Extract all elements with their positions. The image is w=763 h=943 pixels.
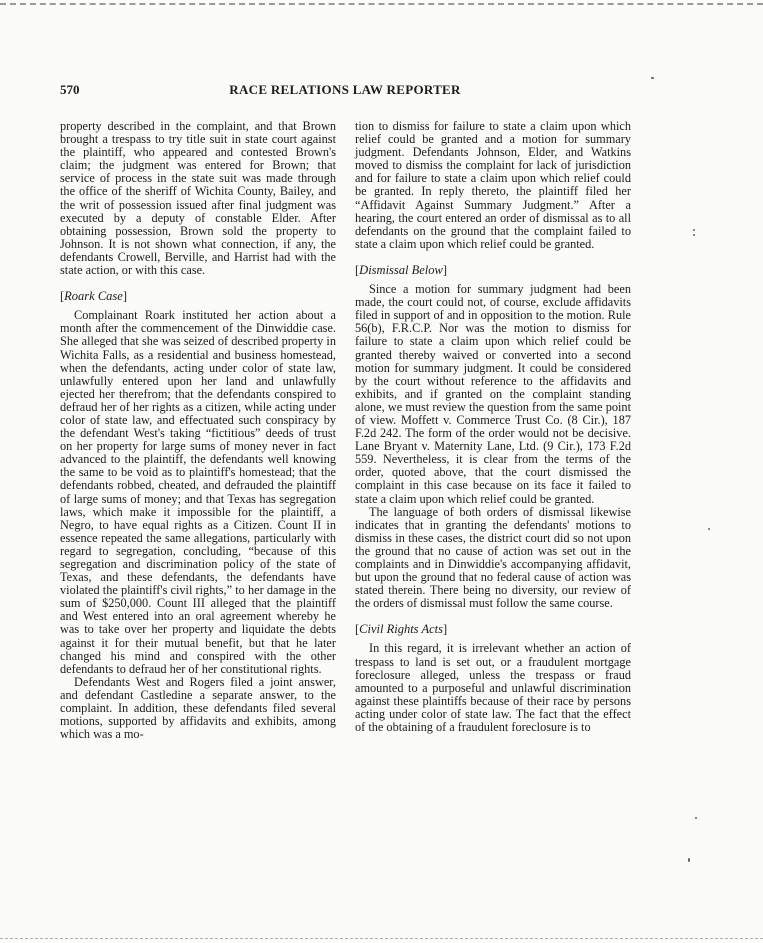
section-heading-civil-rights: [Civil Rights Acts] xyxy=(355,622,448,637)
paragraph: In this regard, it is irrelevant whether an action of trespass to land is set out, or a fraudulent mortgage foreclosure alleged, unless the trespass or fraud amounted to a purposeful and unlawful discrimination against these plaintiffs because of their race by persons acting under color of state law. The fact that the effect of the obtaining of a fraudulent foreclosure is to xyxy=(355,641,631,735)
scan-edge-top xyxy=(0,3,763,5)
paragraph: Complainant Roark instituted her action about a month after the commencement of the Dinwiddie case. She alleged that she was seized of described property in Wichita Falls, as a residential and business homestead, when the defendants, acting under color of state law, unlawfully entered upon her land and unlawfully ejected her therefrom; that the defendants conspired to defraud her of her rights as a citizen, while acting under color of state law, and effectuated such conspiracy by the defendant West's taking “fictitious” deeds of trust on her property for large sums of money never in fact advanced to the plaintiff, the defendants well knowing the same to be void as to plaintiff's homestead; that the defendants robbed, cheated, and defrauded the plaintiff of large sums of money; and that Texas has segregation laws, which make it impossible for the plaintiff, a Negro, to have equal rights as a Citizen. Count II in essence repeated the same allegations, particularly with regard to segregation, concluding, “because of this segregation and discrimination policy of the state of Texas, and these defendants, the defendants have violated the plaintiff's civil rights,” to her damage in the sum of $250,000. Count III alleged that the plaintiff and West entered into an oral agreement whereby he was to take over her property and liquidate the debts against it for their mutual benefit, but that he later changed his mind and conspired with the other defendants to defraud her of her constitutional rights. xyxy=(60,308,336,676)
section-heading-text: Civil Rights Acts xyxy=(359,622,443,637)
scan-speck xyxy=(708,528,710,530)
scan-speck xyxy=(688,858,690,862)
paragraph: Since a motion for summary judgment had been made, the court could not, of course, exclude affidavits filed in support of and in opposition to the motion. Rule 56(b), F.R.C.P. Nor was the motion to dismiss for failure to state a claim upon which relief could be granted thereby waived or converted into a second motion for summary judgment. It could be considered by the court without reference to the affidavits and exhibits, and if granted on the complaint standing alone, we must review the question from the same point of view. Moffett v. Commerce Trust Co. (8 Cir.), 187 F.2d 242. The form of the order would not be decisive. Lane Bryant v. Maternity Lane, Ltd. (9 Cir.), 173 F.2d 559. Nevertheless, it is clear from the terms of the order, quoted above, that the court dismissed the complaint in this case because on its face it failed to state a claim upon which relief could be granted. xyxy=(355,282,631,506)
scan-speck xyxy=(695,817,697,819)
section-heading-roark: [Roark Case] xyxy=(60,289,128,304)
scan-speck xyxy=(693,234,695,236)
page-number: 570 xyxy=(60,82,80,97)
scan-speck xyxy=(651,77,654,79)
page-header xyxy=(60,82,630,102)
running-head: RACE RELATIONS LAW REPORTER xyxy=(229,82,461,97)
section-heading-dismissal: [Dismissal Below] xyxy=(355,262,448,277)
paragraph: Defendants West and Rogers filed a joint answer, and defendant Castledine a separate answer, to the complaint. In addition, these defendants filed several motions, supported by affidavits and exhibits, among which was a mo- xyxy=(60,674,336,742)
scan-speck xyxy=(693,229,695,231)
section-heading-text: Dismissal Below xyxy=(359,262,443,277)
section-heading-text: Roark Case xyxy=(64,289,123,304)
scan-edge-bottom xyxy=(0,938,763,939)
paragraph: tion to dismiss for failure to state a claim upon which relief could be granted and a motion for summary judgment. Defendants Johnson, Elder, and Watkins moved to dismiss the complaint for lack of jurisdiction and for failure to state a claim upon which relief could be granted. In reply thereto, the plaintiff filed her “Affidavit Against Summary Judgment.” After a hearing, the court entered an order of dismissal as to all defendants on the ground that the complaint failed to state a claim upon which relief could be granted. xyxy=(355,119,631,251)
paragraph: The language of both orders of dismissal likewise indicates that in granting the defendants' motions to dismiss in these cases, the district court did so not upon the ground that no cause of action was set out in the complaints and in Dinwiddie's accompanying affidavit, but upon the ground that no federal cause of action was stated therein. There being no diversity, our review of the orders of dismissal must follow the same course. xyxy=(355,504,631,611)
right-column xyxy=(355,120,631,734)
paragraph: property described in the complaint, and that Brown brought a trespass to try title suit in state court against the plaintiff, who appeared and contested Brown's claim; the judgment was entered for Brown; that service of process in the state suit was made through the office of the sheriff of Wichita County, Bailey, and the writ of possession issued after final judgment was executed by a deputy of constable Elder. After obtaining possession, Brown sold the property to Johnson. It is not shown what connection, if any, the defendants Crowell, Berville, and Harrist had with the state action, or with this case. xyxy=(60,119,336,278)
left-column xyxy=(60,120,336,741)
